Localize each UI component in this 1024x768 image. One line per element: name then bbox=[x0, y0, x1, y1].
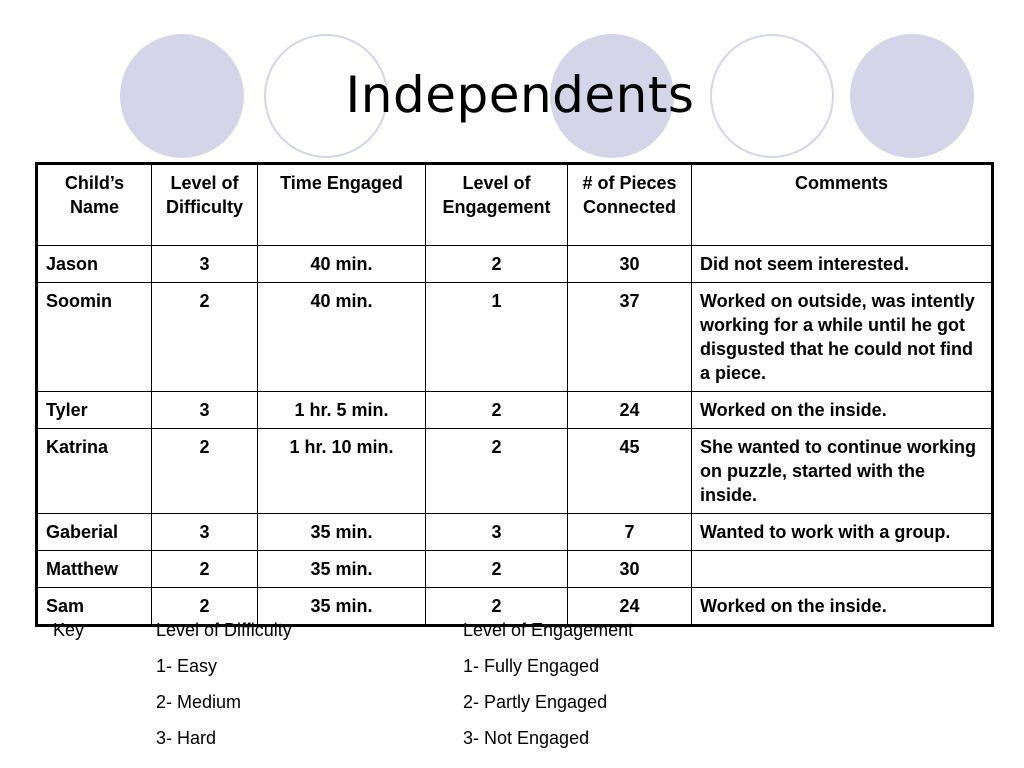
cell-time: 1 hr. 10 min. bbox=[258, 429, 426, 514]
key-label: Key bbox=[53, 620, 85, 640]
cell-engagement: 2 bbox=[426, 246, 568, 283]
key-item: 3- Hard bbox=[156, 728, 217, 748]
key-item: 2- Partly Engaged bbox=[463, 692, 608, 712]
cell-difficulty: 2 bbox=[152, 551, 258, 588]
key-item: 1- Easy bbox=[156, 656, 218, 676]
cell-name: Gaberial bbox=[37, 514, 152, 551]
cell-engagement: 2 bbox=[426, 429, 568, 514]
cell-comments: Worked on outside, was intently working for a while until he got disgusted that he could not find a piece. bbox=[692, 283, 993, 392]
table-row bbox=[37, 283, 993, 392]
cell-time: 1 hr. 5 min. bbox=[258, 392, 426, 429]
cell-comments: Did not seem interested. bbox=[692, 246, 993, 283]
cell-comments bbox=[692, 551, 993, 588]
cell-pieces: 45 bbox=[568, 429, 692, 514]
key-difficulty-heading: Level of Difficulty bbox=[156, 620, 292, 640]
key-item: 2- Medium bbox=[156, 692, 242, 712]
cell-difficulty: 2 bbox=[152, 429, 258, 514]
cell-comments: She wanted to continue working on puzzle, started with the inside. bbox=[692, 429, 993, 514]
table-row bbox=[37, 429, 993, 514]
key-item: 1- Fully Engaged bbox=[463, 656, 600, 676]
cell-comments: Worked on the inside. bbox=[692, 588, 993, 626]
cell-time: 40 min. bbox=[258, 283, 426, 392]
cell-pieces: 7 bbox=[568, 514, 692, 551]
key-item: 3- Not Engaged bbox=[463, 728, 590, 748]
cell-time: 35 min. bbox=[258, 514, 426, 551]
cell-pieces: 24 bbox=[568, 392, 692, 429]
cell-engagement: 2 bbox=[426, 588, 568, 626]
table-row bbox=[37, 392, 993, 429]
cell-time: 40 min. bbox=[258, 246, 426, 283]
header-pieces-connected: # of Pieces Connected bbox=[568, 164, 692, 246]
slide-title: Independents bbox=[345, 66, 695, 124]
table-row bbox=[37, 514, 993, 551]
header-time-engaged: Time Engaged bbox=[258, 164, 426, 246]
cell-difficulty: 3 bbox=[152, 392, 258, 429]
header-childs-name: Child’s Name bbox=[37, 164, 152, 246]
table-header-row bbox=[37, 164, 993, 246]
cell-pieces: 37 bbox=[568, 283, 692, 392]
cell-name: Katrina bbox=[37, 429, 152, 514]
cell-name: Sam bbox=[37, 588, 152, 626]
cell-name: Soomin bbox=[37, 283, 152, 392]
key-difficulty bbox=[156, 612, 292, 756]
cell-name: Tyler bbox=[37, 392, 152, 429]
cell-difficulty: 3 bbox=[152, 514, 258, 551]
cell-difficulty: 2 bbox=[152, 588, 258, 626]
cell-pieces: 30 bbox=[568, 551, 692, 588]
cell-name: Jason bbox=[37, 246, 152, 283]
header-level-of-engagement: Level of Engagement bbox=[426, 164, 568, 246]
cell-comments: Worked on the inside. bbox=[692, 392, 993, 429]
cell-time: 35 min. bbox=[258, 551, 426, 588]
cell-comments: Wanted to work with a group. bbox=[692, 514, 993, 551]
cell-engagement: 1 bbox=[426, 283, 568, 392]
cell-name: Matthew bbox=[37, 551, 152, 588]
cell-difficulty: 2 bbox=[152, 283, 258, 392]
cell-time: 35 min. bbox=[258, 588, 426, 626]
header-level-of-difficulty: Level of Difficulty bbox=[152, 164, 258, 246]
independents-table bbox=[35, 162, 994, 627]
table-row bbox=[37, 246, 993, 283]
cell-engagement: 2 bbox=[426, 551, 568, 588]
cell-pieces: 30 bbox=[568, 246, 692, 283]
header-comments: Comments bbox=[692, 164, 993, 246]
cell-pieces: 24 bbox=[568, 588, 692, 626]
cell-engagement: 2 bbox=[426, 392, 568, 429]
table-row bbox=[37, 551, 993, 588]
cell-engagement: 3 bbox=[426, 514, 568, 551]
key-engagement bbox=[463, 612, 633, 756]
cell-difficulty: 3 bbox=[152, 246, 258, 283]
key-engagement-heading: Level of Engagement bbox=[463, 620, 634, 640]
